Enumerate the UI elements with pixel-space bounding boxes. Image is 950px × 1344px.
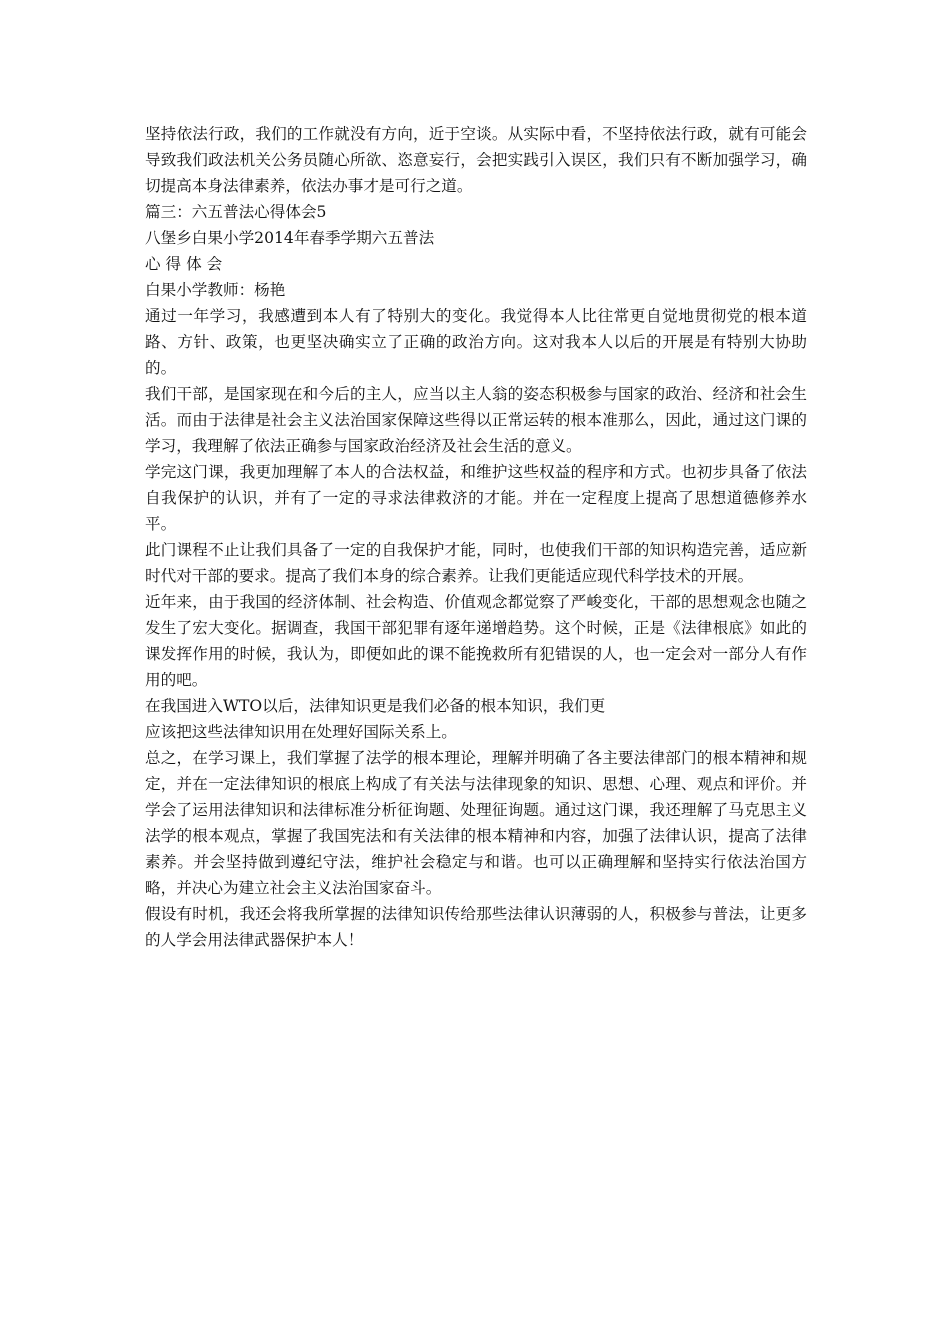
section-heading: 篇三：六五普法心得体会5: [145, 203, 327, 221]
paragraph: 总之，在学习课上，我们掌握了法学的根本理论，理解并明确了各主要法律部门的根本精神和规定，并在一定法律知识的根底上构成了有关法与法律现象的知识、思想、心理、观点和评价。并学会了运用法律知识和法律标准分析征询题、处理征询题。通过这门课，我还理解了马克思主义法学的根本观点，掌握了我国宪法和有关法律的根本精神和内容，加强了法律认识，提高了法律素养。并会坚持做到遵纪守法，维护社会稳定与和谐。也可以正确理解和坚持实行依法治国方略，并决心为建立社会主义法治国家奋斗。: [145, 749, 807, 897]
paragraph: 通过一年学习，我感遭到本人有了特别大的变化。我觉得本人比往常更自觉地贯彻党的根本道路、方针、政策，也更坚决确实立了正确的政治方向。这对我本人以后的开展是有特别大协助的。: [145, 307, 807, 377]
paragraph-intro: 坚持依法行政，我们的工作就没有方向，近于空谈。从实际中看，不坚持依法行政，就有可能会导致我们政法机关公务员随心所欲、恣意妄行，会把实践引入误区，我们只有不断加强学习，确切提高本身法律素养，依法办事才是可行之道。: [145, 125, 807, 195]
paragraph: 应该把这些法律知识用在处理好国际关系上。: [145, 723, 457, 741]
paragraph: 假设有时机，我还会将我所掌握的法律知识传给那些法律认识薄弱的人，积极参与普法，让更多的人学会用法律武器保护本人！: [145, 905, 807, 949]
paragraph: 在我国进入WTO以后，法律知识更是我们必备的根本知识，我们更: [145, 697, 606, 715]
paragraph: 学完这门课，我更加理解了本人的合法权益，和维护这些权益的程序和方式。也初步具备了依法自我保护的认识，并有了一定的寻求法律救济的才能。并在一定程度上提高了思想道德修养水平。: [145, 463, 807, 533]
essay-title: 八堡乡白果小学2014年春季学期六五普法: [145, 229, 435, 247]
essay-subtitle: 心 得 体 会: [145, 255, 223, 273]
paragraph: 此门课程不止让我们具备了一定的自我保护才能，同时，也使我们干部的知识构造完善，适应新时代对干部的要求。提高了我们本身的综合素养。让我们更能适应现代科学技术的开展。: [145, 541, 807, 585]
document-body: [145, 121, 807, 953]
paragraph: 近年来，由于我国的经济体制、社会构造、价值观念都觉察了严峻变化，干部的思想观念也随之发生了宏大变化。据调查，我国干部犯罪有逐年递增趋势。这个时候，正是《法律根底》如此的课发挥作用的时候，我认为，即便如此的课不能挽救所有犯错误的人，也一定会对一部分人有作用的吧。: [145, 593, 807, 689]
author-line: 白果小学教师：杨艳: [145, 281, 286, 299]
paragraph: 我们干部，是国家现在和今后的主人，应当以主人翁的姿态积极参与国家的政治、经济和社会生活。而由于法律是社会主义法治国家保障这些得以正常运转的根本准那么，因此，通过这门课的学习，我理解了依法正确参与国家政治经济及社会生活的意义。: [145, 385, 807, 455]
